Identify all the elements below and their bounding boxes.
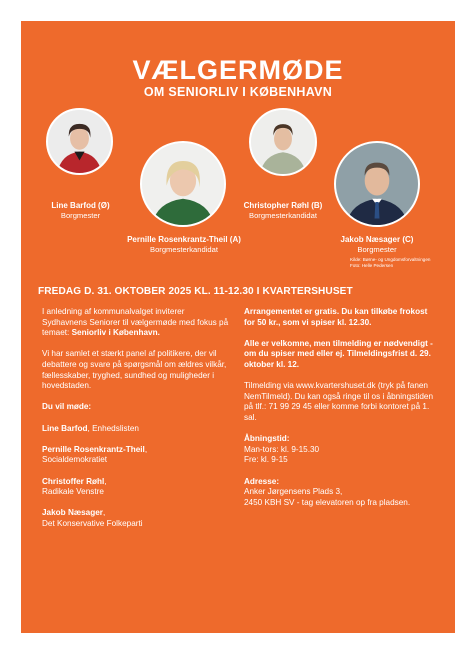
signup-paragraph: Tilmelding via www.kvartershuset.dk (tryk på fanen NemTilmeld). Du kan også ringe til os i åbningstiden på tlf.: 71 99 29 45 eller komme forbi kontoret på 1. sal. [244,381,434,422]
right-column [244,307,436,519]
intro-theme: Seniorliv i København. [71,328,160,338]
left-column [42,307,229,540]
credit-photo: Foto: Helle Pedersen [350,263,394,268]
candidate-role: Borgmester [357,245,397,254]
candidate-name: Christopher Røhl (B) [243,201,323,210]
person-party: Socialdemokratiet [42,455,108,465]
person-sep: , [144,444,148,454]
poster [21,21,455,633]
hours-block [244,434,436,466]
person-4 [42,508,229,529]
address-line-2: 2450 KBH SV - tag elevatoren op fra pladsen. [244,497,411,507]
candidate-role: Borgmester [60,211,101,220]
portrait-line-barfod [46,108,113,175]
person-3 [42,477,229,498]
person-name: Pernille Rosenkrantz-Theil [42,444,145,454]
welcome-paragraph: Alle er velkomne, men tilmelding er nødvendigt - om du spiser med eller ej. Tilmeldingsfrist d. 29. oktober kl. 12. [244,338,433,369]
person-name: Christoffer Røhl [42,476,105,486]
intro-text: I anledning af kommunalvalget inviterer Sydhavnens Seniorer til vælgermøde med fokus på temaet: [42,307,229,338]
poster-subtitle: OM SENIORLIV I KØBENHAVN [143,85,333,99]
portrait-christopher-rohl [249,108,317,176]
portrait-pernille-rosenkrantz-theil [140,141,226,227]
caption-1 [25,201,136,221]
person-party: Enhedslisten [92,423,139,433]
credit-source: Kilde: Børne- og Ungdomsforvaltningen [350,257,431,262]
caption-3 [227,201,339,221]
address-heading: Adresse: [244,476,280,486]
caption-4 [324,235,430,255]
photo-credits [350,257,450,269]
person-sep: , [87,423,93,433]
panel-paragraph: Vi har samlet et stærkt panel af politikere, der vil debattere og svare på spørgsmål om ældres vilkår, fællesskaber, tryghed, sundhed og muligheder i hovedstaden. [42,349,227,391]
hours-line-1: Man-tors: kl. 9-15.30 [244,444,320,454]
candidate-name: Pernille Rosenkrantz-Theil (A) [127,235,241,244]
candidate-name: Line Barfod (Ø) [51,201,110,210]
poster-title: VÆLGERMØDE [132,55,344,85]
free-paragraph: Arrangementet er gratis. Du kan tilkøbe frokost for 50 kr., som vi spiser kl. 12.30. [244,307,428,327]
address-block [244,477,436,509]
candidate-role: Borgmesterkandidat [249,211,317,220]
address-line-1: Anker Jørgensens Plads 3, [244,487,343,497]
candidate-name: Jakob Næsager (C) [340,235,414,244]
portrait-jakob-naesager [334,141,420,227]
person-party: Det Konservative Folkeparti [42,518,143,528]
person-sep: , [104,476,107,486]
caption-2 [107,235,261,255]
candidate-role: Borgmesterkandidat [150,245,218,254]
hours-line-2: Fre: kl. 9-15 [244,455,288,465]
person-1 [42,424,229,435]
person-sep: , [102,508,106,518]
person-2 [42,445,229,466]
meet-heading: Du vil møde: [42,402,92,412]
event-dateline: FREDAG D. 31. OKTOBER 2025 KL. 11-12.30 I KVARTERSHUSET [38,286,353,297]
hours-heading: Åbningstid: [244,434,290,444]
person-name: Line Barfod [42,423,88,433]
person-name: Jakob Næsager [42,508,103,518]
intro-paragraph [42,307,229,339]
person-party: Radikale Venstre [42,487,104,497]
